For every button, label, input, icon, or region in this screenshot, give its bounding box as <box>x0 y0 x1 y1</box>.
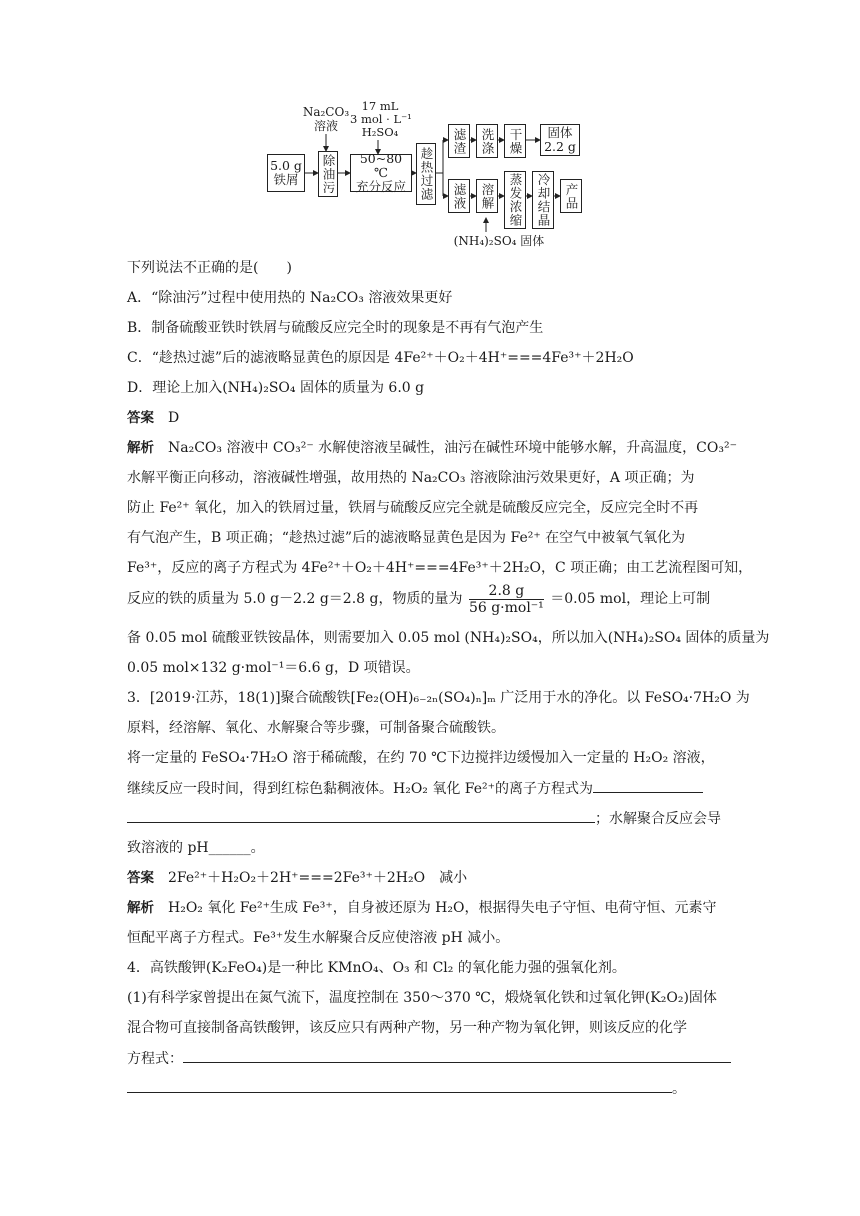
box-cool-crystallize: 冷却结晶 <box>532 171 554 229</box>
q2-option-d: D．理论上加入(NH₄)₂SO₄ 固体的质量为 6.0 g <box>127 380 425 396</box>
q2-option-b: B．制备硫酸亚铁时铁屑与硫酸反应完全时的现象是不再有气泡产生 <box>127 320 544 336</box>
q2-stem: 下列说法不正确的是( ) <box>127 260 292 276</box>
q4-line-5 <box>127 1078 737 1099</box>
analysis-mole-text: ＝0.05 mol，理论上可制 <box>550 591 711 607</box>
box-iron-name: 铁屑 <box>273 172 299 187</box>
analysis-label: 解析 <box>127 440 154 456</box>
q3-line-5-text: ；水解聚合反应会导 <box>595 811 721 827</box>
q3-line-2: 原料，经溶解、氧化、水解聚合等步骤，可制备聚合硫酸铁。 <box>127 720 505 736</box>
box-iron-mass: 5.0 g <box>270 158 302 173</box>
answer-blank-2[interactable] <box>127 808 595 823</box>
reagent-na2co3-label <box>302 105 350 133</box>
q3-line-1: 3．[2019·江苏，18(1)]聚合硫酸铁[Fe₂(OH)₆₋₂ₙ(SO₄)ₙ]ₘ 广泛用于水的净化。以 FeSO₄·7H₂O 为 <box>127 690 750 706</box>
answer-blank-3[interactable] <box>183 1048 731 1063</box>
box-solid-text: 固体 <box>547 125 573 140</box>
answer-value: D <box>168 410 180 426</box>
fraction-numerator: 2.8 g <box>469 583 544 600</box>
reagent-ammonium-sulfate-label: (NH₄)₂SO₄ 固体 <box>453 234 545 248</box>
q4-line-1: 4．高铁酸钾(K₂FeO₄)是一种比 KMnO₄、O₃ 和 Cl₂ 的氧化能力强的强氧化剂。 <box>127 960 626 976</box>
box-solid-mass: 2.2 g <box>544 139 576 154</box>
answer-blank-1[interactable] <box>593 778 703 793</box>
box-iron-filings <box>267 154 305 192</box>
q2-answer <box>127 408 737 428</box>
box-evaporate: 蒸发浓缩 <box>504 171 526 229</box>
q2-analysis-line-5: Fe³⁺，反应的离子方程式为 4Fe²⁺＋O₂＋4H⁺===4Fe³⁺＋2H₂O，C 项正确；由工艺流程图可知， <box>127 560 753 576</box>
reagent-h2so4-label <box>350 100 410 139</box>
q2-analysis-line-4: 有气泡产生，B 项正确；“趁热过滤”后的滤液略显黄色是因为 Fe²⁺ 在空气中被氧气氧化为 <box>127 530 686 546</box>
q4-line-5-end: 。 <box>672 1081 686 1097</box>
q2-analysis-line-8: 0.05 mol×132 g·mol⁻¹＝6.6 g，D 项错误。 <box>127 660 420 676</box>
q2-analysis-line-7: 备 0.05 mol 硫酸亚铁铵晶体，则需要加入 0.05 mol (NH₄)₂SO₄，所以加入(NH₄)₂SO₄ 固体的质量为 <box>127 630 770 646</box>
q2-analysis-line-1 <box>127 438 737 458</box>
answer-label: 答案 <box>127 410 154 426</box>
analysis-mass-text: 反应的铁的质量为 5.0 g－2.2 g＝2.8 g，物质的量为 <box>127 591 463 607</box>
q2-analysis-line-6 <box>127 582 737 616</box>
box-reaction <box>350 151 412 194</box>
box-solid <box>540 124 580 156</box>
q3-line-3: 将一定量的 FeSO₄·7H₂O 溶于稀硫酸，在约 70 ℃下边搅拌边缓慢加入一定量的 H₂O₂ 溶液， <box>127 750 715 766</box>
box-degrease: 除油污 <box>318 151 338 197</box>
q3-analysis-line-1 <box>127 898 737 918</box>
reagent-na2co3-solution: 溶液 <box>313 119 338 133</box>
q2-option-c: C．“趁热过滤”后的滤液略显黄色的原因是 4Fe²⁺＋O₂＋4H⁺===4Fe³⁺＋2H₂O <box>127 350 634 366</box>
answer-blank-4[interactable] <box>127 1078 672 1093</box>
box-dry: 干燥 <box>504 124 526 158</box>
reagent-h2so4-volume: 17 mL <box>361 99 399 113</box>
analysis-label: 解析 <box>127 900 154 916</box>
q3-answer <box>127 868 737 888</box>
q2-analysis-line-3: 防止 Fe²⁺ 氧化，加入的铁屑过量，铁屑与硫酸反应完全就是硫酸反应完全，反应完全时不再 <box>127 500 699 516</box>
q3-line-4 <box>127 778 737 799</box>
process-flowchart <box>262 96 602 256</box>
q2-option-a: A．“除油污”过程中使用热的 Na₂CO₃ 溶液效果更好 <box>127 290 453 306</box>
box-dissolve: 溶解 <box>476 179 498 213</box>
q2-analysis-line-2: 水解平衡正向移动，溶液碱性增强，故用热的 Na₂CO₃ 溶液除油污效果更好，A 项正确；为 <box>127 470 695 486</box>
analysis-text: H₂O₂ 氧化 Fe²⁺生成 Fe³⁺，自身被还原为 H₂O，根据得失电子守恒、电荷守恒、元素守 <box>168 900 717 916</box>
fraction-denominator: 56 g·mol⁻¹ <box>468 599 544 616</box>
box-hot-filter: 趁热过滤 <box>416 143 436 205</box>
q4-line-3: 混合物可直接制备高铁酸钾，该反应只有两种产物，另一种产物为氧化钾，则该反应的化学 <box>127 1020 687 1036</box>
box-reaction-temp: 50~80 ℃ <box>359 151 403 180</box>
box-filtrate: 滤液 <box>448 179 470 213</box>
q3-line-5 <box>127 808 737 829</box>
q3-analysis-line-2: 恒配平离子方程式。Fe³⁺发生水解聚合反应使溶液 pH 减小。 <box>127 930 510 946</box>
box-product: 产品 <box>560 179 582 213</box>
box-reaction-text: 充分反应 <box>355 179 406 194</box>
reagent-h2so4-formula: H₂SO₄ <box>361 125 399 139</box>
q4-line-4-text: 方程式： <box>127 1051 183 1067</box>
box-filter-residue: 滤渣 <box>448 124 470 158</box>
answer-value: 2Fe²⁺＋H₂O₂＋2H⁺===2Fe³⁺＋2H₂O 减小 <box>168 870 468 886</box>
q4-line-4 <box>127 1048 737 1069</box>
analysis-text: Na₂CO₃ 溶液中 CO₃²⁻ 水解使溶液呈碱性，油污在碱性环境中能够水解，升高温度，CO₃²⁻ <box>168 440 737 456</box>
q3-line-6: 致溶液的 pH______。 <box>127 840 265 856</box>
box-wash: 洗涤 <box>476 124 498 158</box>
reagent-na2co3-formula: Na₂CO₃ <box>302 105 350 119</box>
q4-line-2: (1)有科学家曾提出在氮气流下，温度控制在 350～370 ℃，煅烧氧化铁和过氧化钾(K₂O₂)固体 <box>127 990 717 1006</box>
reagent-h2so4-concentration: 3 mol · L⁻¹ <box>350 112 412 126</box>
answer-label: 答案 <box>127 870 154 886</box>
q3-line-4-text: 继续反应一段时间，得到红棕色黏稠液体。H₂O₂ 氧化 Fe²⁺的离子方程式为 <box>127 781 594 797</box>
molar-fraction <box>469 583 544 616</box>
